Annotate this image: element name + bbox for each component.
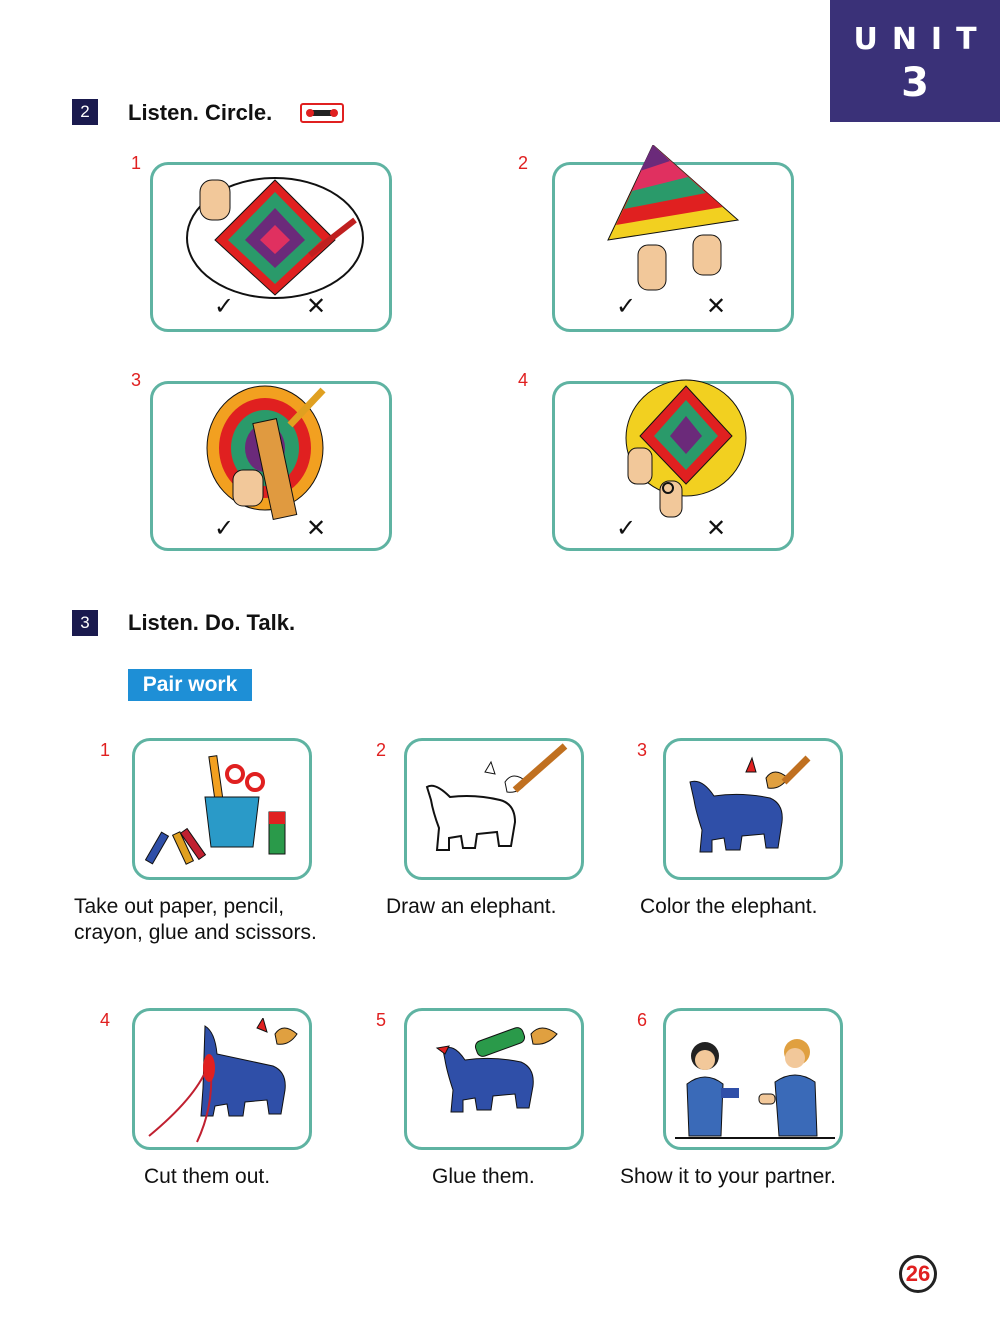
circle-item-3-number: 3 (131, 370, 142, 390)
folded-kite-illustration (598, 145, 748, 295)
unit-label: UNIT (853, 22, 991, 57)
section-2-number: 2 (72, 99, 98, 125)
step-6-caption: Show it to your partner. (620, 1165, 836, 1188)
step-6-number: 6 (637, 1010, 648, 1030)
kite-decorating-illustration (180, 170, 370, 300)
cutting-elephant-illustration (145, 1018, 300, 1143)
cross-option-4[interactable]: ✕ (706, 514, 727, 542)
page-number: 26 (899, 1255, 937, 1293)
step-3-caption: Color the elephant. (640, 895, 818, 918)
pair-work-badge: Pair work (128, 669, 252, 701)
step-2-number: 2 (376, 740, 387, 760)
partners-illustration (675, 1036, 835, 1144)
elephant-outline-illustration (415, 742, 575, 862)
step-5-number: 5 (376, 1010, 387, 1030)
step-1-number: 1 (100, 740, 111, 760)
step-2-caption: Draw an elephant. (386, 895, 557, 918)
ruler-drawing-illustration (205, 380, 335, 520)
section-3-title: Listen. Do. Talk. (128, 610, 296, 635)
kite-cutting-illustration (620, 376, 750, 521)
check-option-4[interactable]: ✓ (616, 514, 637, 542)
step-4-caption: Cut them out. (144, 1165, 271, 1188)
step-4-number: 4 (100, 1010, 111, 1030)
section-2-title: Listen. Circle. (128, 100, 273, 125)
check-option-3[interactable]: ✓ (214, 514, 235, 542)
step-5-caption: Glue them. (432, 1165, 535, 1188)
cross-option-1[interactable]: ✕ (306, 292, 327, 320)
step-3-number: 3 (637, 740, 648, 760)
circle-item-2-number: 2 (518, 153, 529, 173)
cassette-tape-icon (300, 103, 344, 123)
colored-elephant-illustration (680, 752, 830, 862)
unit-number: 3 (901, 60, 929, 106)
art-supplies-illustration (145, 752, 300, 867)
cross-option-2[interactable]: ✕ (706, 292, 727, 320)
unit-banner (830, 0, 1000, 122)
step-1-caption-line-1: Take out paper, pencil, (74, 895, 285, 918)
circle-item-4-number: 4 (518, 370, 529, 390)
circle-item-1-number: 1 (131, 153, 142, 173)
check-option-1[interactable]: ✓ (214, 292, 235, 320)
gluing-elephant-illustration (435, 1020, 565, 1120)
step-1-caption-line-2: crayon, glue and scissors. (74, 921, 317, 944)
cross-option-3[interactable]: ✕ (306, 514, 327, 542)
check-option-2[interactable]: ✓ (616, 292, 637, 320)
section-3-number: 3 (72, 610, 98, 636)
step-1-caption (74, 894, 317, 946)
